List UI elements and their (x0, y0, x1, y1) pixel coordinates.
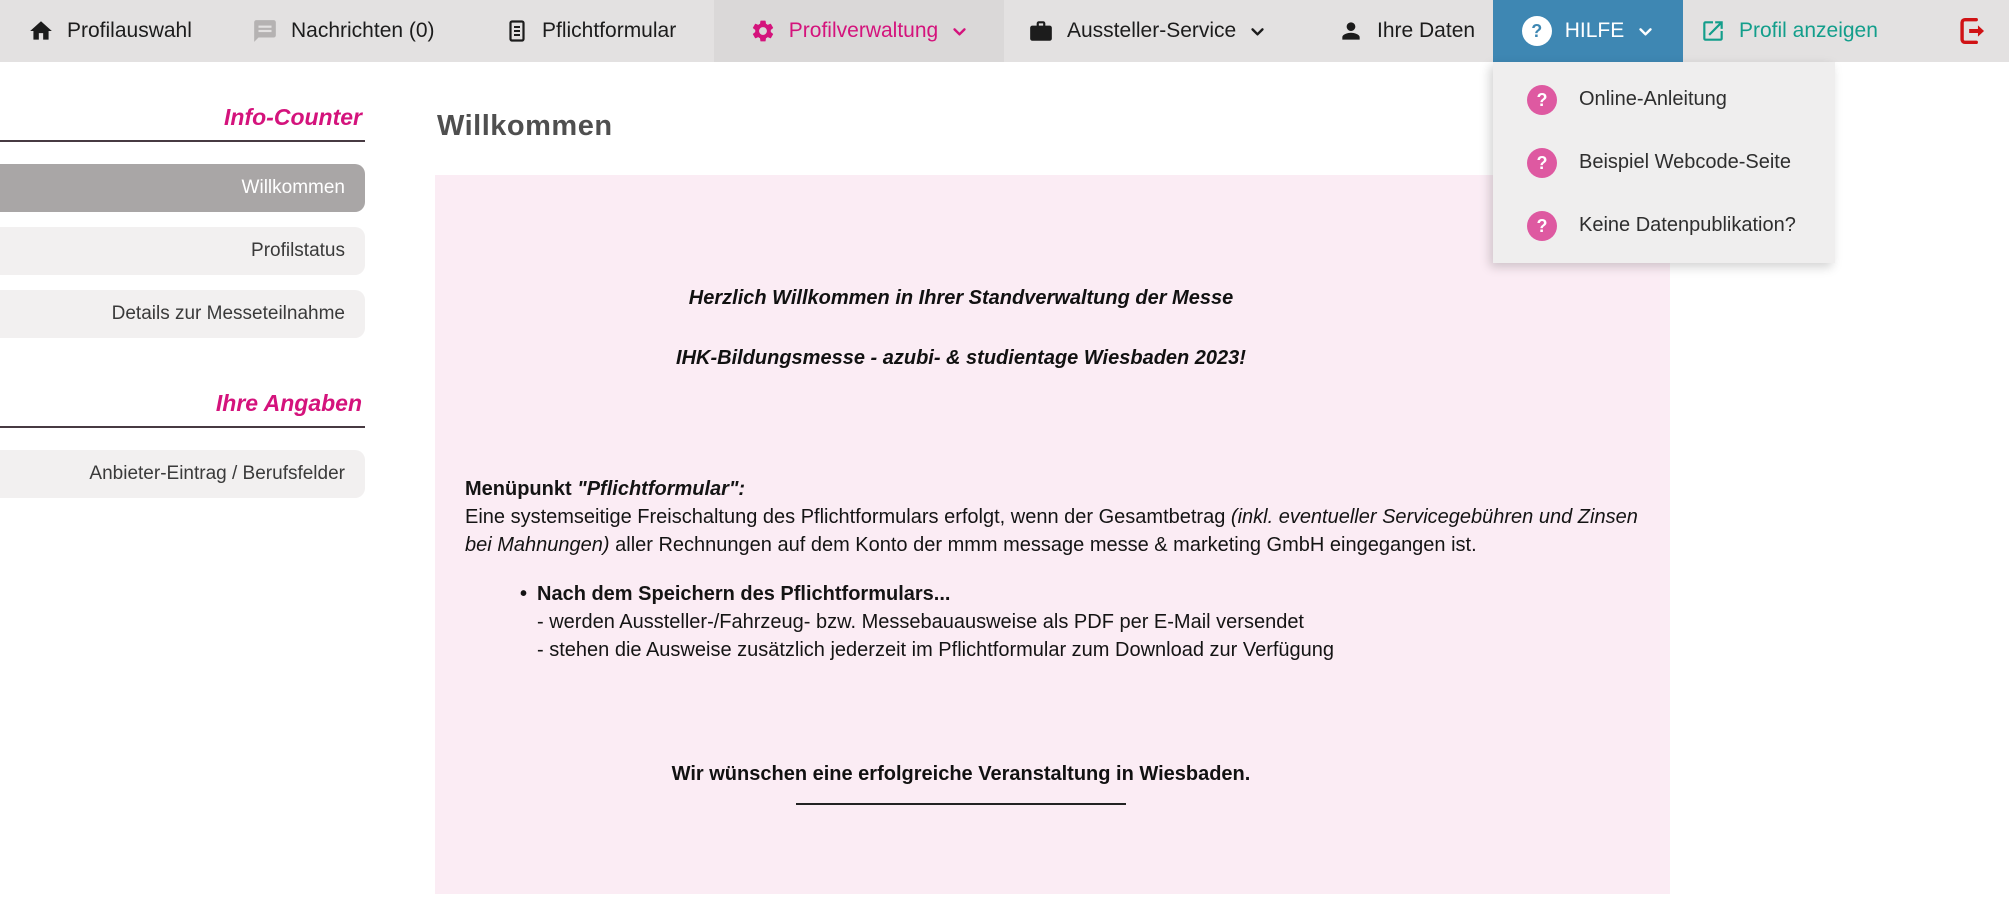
home-icon (28, 18, 54, 44)
welcome-box (435, 175, 1670, 894)
paragraph-menu-label: Menüpunkt (465, 478, 572, 500)
nav-label: Pflichtformular (542, 19, 677, 42)
sidebar-section-info-counter (0, 100, 365, 338)
nav-item-pflichtformular[interactable] (505, 0, 676, 62)
sidebar-item-willkommen[interactable]: Willkommen (0, 164, 365, 212)
sidebar-heading: Ihre Angaben (215, 390, 362, 416)
menu-item-label: Keine Datenpublikation? (1579, 214, 1796, 236)
closing-underline (796, 803, 1126, 805)
document-icon (505, 19, 529, 43)
top-navbar (0, 0, 2009, 62)
question-circle-icon: ? (1527, 211, 1557, 241)
briefcase-icon (1028, 18, 1054, 44)
help-menu-item-online-anleitung[interactable] (1493, 68, 1835, 131)
nav-item-ihre-daten[interactable] (1338, 0, 1475, 62)
nav-label: HILFE (1564, 19, 1625, 42)
nav-label: Nachrichten (0) (291, 19, 435, 42)
sidebar-heading-rule (0, 426, 365, 428)
paragraph-text: aller Rechnungen auf dem Konto der mmm message messe & marketing GmbH eingegangen ist. (615, 534, 1477, 556)
sidebar-item-anbieter-eintrag[interactable]: Anbieter-Eintrag / Berufsfelder (0, 450, 365, 498)
sidebar-heading-rule (0, 140, 365, 142)
paragraph-text-italic: (inkl. eventueller Servicegebühren und Zinsen bei Mahnungen) (465, 506, 1638, 556)
chevron-down-icon (1249, 23, 1266, 40)
bullet-list (520, 580, 1640, 664)
nav-item-profilauswahl[interactable] (28, 0, 192, 62)
nav-item-aussteller-service[interactable] (1028, 0, 1266, 62)
welcome-heading-line1: Herzlich Willkommen in Ihrer Standverwaltung der Messe (688, 287, 1234, 309)
hilfe-dropdown-menu (1493, 62, 1835, 263)
nav-label: Profil anzeigen (1739, 19, 1878, 42)
welcome-heading-line2: IHK-Bildungsmesse - azubi- & studientage Wiesbaden 2023! (676, 347, 1246, 369)
sidebar-item-details-messeteilnahme[interactable]: Details zur Messeteilnahme (0, 290, 365, 338)
question-circle-icon: ? (1527, 85, 1557, 115)
question-circle-icon: ? (1527, 148, 1557, 178)
bullet-title: • Nach dem Speichern des Pflichtformulars... (520, 580, 1640, 608)
logout-icon (1955, 14, 1989, 48)
nav-label: Profilverwaltung (788, 19, 939, 42)
closing-line: Wir wünschen eine erfolgreiche Veranstaltung in Wiesbaden. (671, 763, 1251, 785)
bullet-subline: - stehen die Ausweise zusätzlich jederzeit im Pflichtformular zum Download zur Verfügung (537, 639, 1335, 661)
nav-item-nachrichten[interactable] (252, 0, 435, 62)
nav-label: Aussteller-Service (1067, 19, 1237, 42)
nav-label: Ihre Daten (1377, 19, 1476, 42)
chevron-down-icon (1637, 23, 1654, 40)
paragraph-menu-quoted: "Pflichtformular": (577, 478, 746, 500)
sidebar (0, 100, 365, 513)
bullet-subline: - werden Aussteller-/Fahrzeug- bzw. Messebauausweise als PDF per E-Mail versendet (537, 611, 1304, 633)
nav-item-profil-anzeigen[interactable] (1700, 0, 1878, 62)
chat-bubble-icon (252, 18, 278, 44)
nav-item-profilverwaltung[interactable] (714, 0, 1004, 62)
menu-item-label: Online-Anleitung (1579, 88, 1727, 110)
nav-item-hilfe[interactable] (1493, 0, 1683, 62)
question-circle-icon: ? (1522, 16, 1552, 46)
help-menu-item-beispiel-webcode[interactable] (1493, 131, 1835, 194)
gear-icon (750, 18, 776, 44)
sidebar-heading: Info-Counter (224, 104, 362, 130)
sidebar-item-profilstatus[interactable]: Profilstatus (0, 227, 365, 275)
sidebar-section-ihre-angaben (0, 386, 365, 498)
nav-label: Profilauswahl (67, 19, 192, 42)
logout-button[interactable] (1942, 0, 2002, 62)
menu-item-label: Beispiel Webcode-Seite (1579, 151, 1791, 173)
person-icon (1338, 18, 1364, 44)
paragraph-text: Eine systemseitige Freischaltung des Pflichtformulars erfolgt, wenn der Gesamtbetrag (465, 506, 1226, 528)
page-title: Willkommen (437, 110, 613, 142)
chevron-down-icon (951, 23, 968, 40)
help-menu-item-keine-datenpublikation[interactable] (1493, 194, 1835, 257)
pflichtformular-paragraph (465, 475, 1665, 559)
external-link-icon (1700, 18, 1726, 44)
